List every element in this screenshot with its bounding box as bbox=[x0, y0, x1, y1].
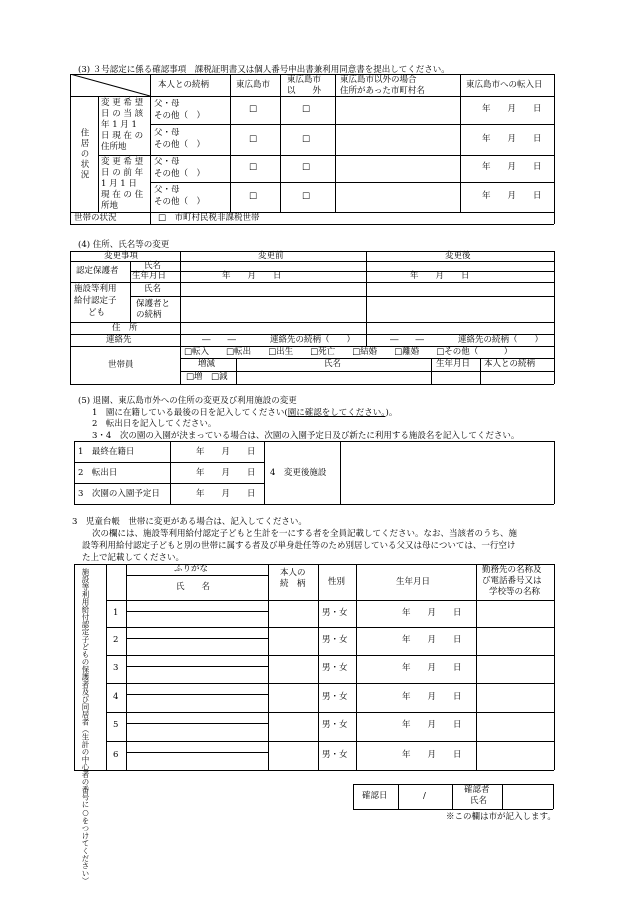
section5-title: (5) 退園、東広島市外への住所の変更及び利用施設の変更 bbox=[78, 396, 297, 406]
name-header: 氏 名 bbox=[176, 582, 211, 592]
city-header: 東広島市 bbox=[236, 80, 271, 90]
next-entry-date: 年 月 日 bbox=[196, 489, 256, 499]
sex-choice[interactable]: 男・女 bbox=[322, 608, 348, 618]
note1: 1 園に在籍している最後の日を記入してください(園に確認をしてください。)。 bbox=[92, 408, 398, 418]
address-header-1: 東広島市以外の場合 bbox=[340, 75, 417, 85]
movein-header: 東広島市への転入日 bbox=[466, 80, 543, 90]
household-checkbox[interactable]: □ 市町村民税非課税世帯 bbox=[158, 213, 260, 223]
section3-title: (3) ３号認定に係る確認事項 課税証明書又は個人番号申出書兼利用同意書を提出してください。 bbox=[78, 65, 450, 75]
row-number: 4 bbox=[113, 692, 119, 702]
birth-header: 生年月日 bbox=[396, 577, 431, 587]
movein-date: 年 月 日 bbox=[482, 134, 542, 144]
checkbox-outside[interactable]: □ bbox=[302, 162, 311, 172]
birth-date: 年 月 日 bbox=[402, 750, 462, 760]
part3-desc-3: た上で記載してください。 bbox=[82, 553, 185, 563]
row-number: 6 bbox=[113, 750, 119, 760]
rel-parent: 父・母 bbox=[154, 99, 180, 109]
checkbox-city[interactable]: □ bbox=[249, 162, 258, 172]
part3-desc-1: 次の欄には、施設等利用給付認定子どもと生計を一にする者を全員記載してください。なお、当該者のうち、施 bbox=[92, 529, 518, 539]
guardian-label: 認定保護者 bbox=[76, 266, 119, 276]
note3: 3・4 次の園の入園が決まっている場合は、次園の入園予定日及び新たに利用する施設名を記入してください。 bbox=[92, 431, 520, 441]
birth-date: 年 月 日 bbox=[402, 692, 462, 702]
rel-parent: 父・母 bbox=[154, 128, 180, 138]
rel-parent: 父・母 bbox=[154, 157, 180, 167]
sex-choice[interactable]: 男・女 bbox=[322, 720, 348, 730]
checkbox-outside[interactable]: □ bbox=[302, 134, 311, 144]
sex-choice[interactable]: 男・女 bbox=[322, 635, 348, 645]
checkbox-outside[interactable]: □ bbox=[302, 191, 311, 201]
rel-other: その他（ ） bbox=[154, 140, 206, 150]
household-label: 世帯の状況 bbox=[74, 213, 117, 223]
rel-other: その他（ ） bbox=[154, 111, 206, 121]
section4-title: (4) 住所、氏名等の変更 bbox=[78, 240, 170, 250]
event-checkboxes[interactable]: □転入 □転出 □出生 □死亡 □結婚 □離婚 □その他（ ） bbox=[184, 347, 513, 357]
checkbox-city[interactable]: □ bbox=[249, 191, 258, 201]
row-number: 2 bbox=[113, 635, 119, 645]
birth-after-date: 年 月 日 bbox=[410, 271, 470, 281]
contact-label: 連絡先 bbox=[106, 335, 132, 345]
rel-other: その他（ ） bbox=[154, 197, 206, 207]
sex-header: 性別 bbox=[328, 577, 346, 587]
confirm-person-2: 氏名 bbox=[470, 796, 488, 806]
rel-guardian-1: 保護者と bbox=[136, 299, 171, 309]
sex-choice[interactable]: 男・女 bbox=[322, 663, 348, 673]
child-label-3: ども bbox=[88, 308, 106, 318]
child-name-label: 氏名 bbox=[144, 284, 162, 294]
last-day-label: 1 最終在籍日 bbox=[78, 447, 135, 457]
address-header-2: 住所があった市町村名 bbox=[340, 86, 425, 96]
group1-label: 変 更 希 望 日 の 当 該 年 1 月 1 日 現 在 の 住所地 bbox=[101, 98, 144, 152]
group2-label: 変 更 希 望 日 の 前 年 1 月 1 日 現 在 の 住 所地 bbox=[101, 157, 144, 211]
outside-header-1: 東広島市 bbox=[287, 75, 322, 85]
note2: 2 転出日を記入してください。 bbox=[92, 419, 217, 429]
birth-date: 年 月 日 bbox=[402, 635, 462, 645]
row-number: 1 bbox=[113, 608, 119, 618]
outside-header-2: 以 外 bbox=[287, 86, 322, 96]
work-header-2: び電話番号又は bbox=[482, 576, 542, 586]
confirm-person-1: 確認者 bbox=[464, 785, 490, 795]
furigana-header: ふりがな bbox=[174, 564, 209, 574]
after-header: 変更後 bbox=[445, 251, 471, 261]
checkbox-city[interactable]: □ bbox=[249, 104, 258, 114]
movein-date: 年 月 日 bbox=[482, 162, 542, 172]
relation-header-1: 本人の bbox=[280, 568, 306, 578]
residence-side-label: 住居の状況 bbox=[79, 128, 89, 181]
contact-before: ― ― 連絡先の続柄（ ） bbox=[202, 335, 356, 345]
child-label-2: 給付認定子 bbox=[74, 296, 117, 306]
work-header-3: 学校等の名称 bbox=[489, 587, 541, 597]
part3-title: 3 児童台帳 世帯に変更がある場合は、記入してください。 bbox=[72, 517, 307, 527]
new-facility-label: 4 変更後施設 bbox=[270, 468, 327, 478]
member-relation-header: 本人との続柄 bbox=[484, 359, 536, 369]
city-footnote: ※この欄は市が記入します。 bbox=[446, 812, 556, 822]
moveout-date: 年 月 日 bbox=[196, 468, 256, 478]
sex-choice[interactable]: 男・女 bbox=[322, 750, 348, 760]
next-entry-label: 3 次園の入園予定日 bbox=[78, 489, 160, 499]
rel-other: その他（ ） bbox=[154, 169, 206, 179]
sex-choice[interactable]: 男・女 bbox=[322, 692, 348, 702]
contact-after: ― ― 連絡先の続柄（ ） bbox=[390, 335, 544, 345]
confirm-date-slash: / bbox=[423, 791, 426, 801]
part3-desc-2: 設等利用給付認定子どもと別の世帯に属する者及び単身赴任等のため別居している父又は母については、一行空け bbox=[82, 541, 516, 551]
movein-date: 年 月 日 bbox=[482, 191, 542, 201]
moveout-label: 2 転出日 bbox=[78, 468, 118, 478]
address-label: 住 所 bbox=[112, 323, 138, 333]
checkbox-city[interactable]: □ bbox=[249, 134, 258, 144]
rel-parent: 父・母 bbox=[154, 185, 180, 195]
child-label-1: 施設等利用 bbox=[74, 284, 117, 294]
household-side-label: 施設等利用給付認定子どもの保護者及び同居者（生計の中心者の番号に○をつけてください） bbox=[81, 568, 90, 885]
row-number: 3 bbox=[113, 663, 119, 673]
guardian-birth-label: 生年月日 bbox=[132, 271, 167, 281]
birth-date: 年 月 日 bbox=[402, 608, 462, 618]
relation-header: 本人との続柄 bbox=[158, 80, 210, 90]
birth-date: 年 月 日 bbox=[402, 720, 462, 730]
rel-guardian-2: の続柄 bbox=[136, 310, 162, 320]
before-header: 変更前 bbox=[258, 251, 284, 261]
work-header-1: 勤務先の名称及 bbox=[482, 565, 542, 575]
inc-dec-checkboxes[interactable]: □増 □減 bbox=[186, 372, 228, 382]
birth-date: 年 月 日 bbox=[402, 663, 462, 673]
row-number: 5 bbox=[113, 720, 119, 730]
member-name-header: 氏名 bbox=[324, 359, 342, 369]
inc-dec-label: 増減 bbox=[198, 359, 216, 369]
relation-header-2: 続 柄 bbox=[280, 579, 306, 589]
member-birth-header: 生年月日 bbox=[436, 359, 471, 369]
members-label: 世帯員 bbox=[108, 360, 134, 370]
movein-date: 年 月 日 bbox=[482, 104, 542, 114]
checkbox-outside[interactable]: □ bbox=[302, 104, 311, 114]
confirm-date-label: 確認日 bbox=[362, 791, 388, 801]
guardian-name-label: 氏名 bbox=[144, 261, 162, 271]
birth-before-date: 年 月 日 bbox=[222, 271, 282, 281]
change-item-header: 変更事項 bbox=[104, 251, 139, 261]
diagonal-line bbox=[70, 74, 150, 96]
last-day-date: 年 月 日 bbox=[196, 447, 256, 457]
